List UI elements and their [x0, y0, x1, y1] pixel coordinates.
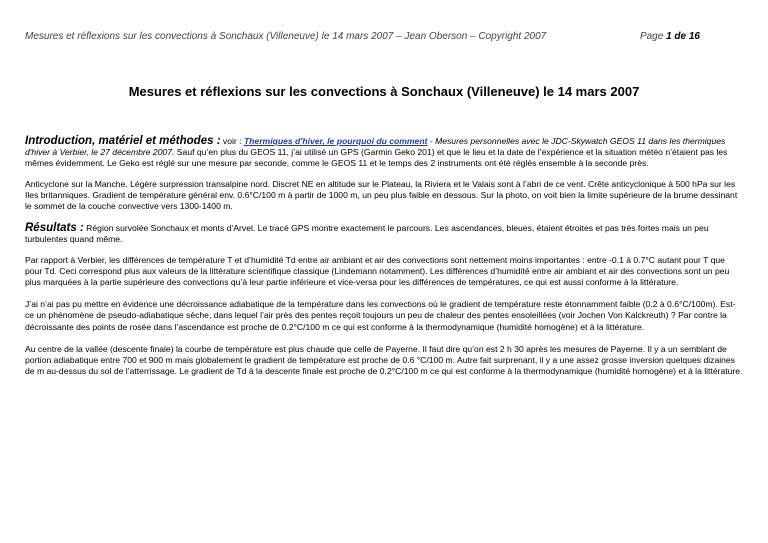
intro-paragraph [25, 136, 743, 170]
document-title: Mesures et réflexions sur les convections à Sonchaux (Villeneuve) le 14 mars 2007 [128, 84, 640, 99]
vallee-paragraph: Au centre de la vallée (descente finale) la courbe de température est plus chaude que celle de Payerne. Il faut dire qu’on est 2 h 30 après les mesures de Payerne. Il y a un semblant de portion adiabatique entre 700 et 900 m mais globalement le gradient de température est proche de 0.6 °C/100 m. Autre fait surprenant, il y a une assez grosse inversion quelques dizaines de m au-dessus du sol de l’atterrissage. Le gradient de Td à la descente finale est proche de 0.2°C/100 m ce qui est conforme à la thermodynamique (humidité homogène) et à la littérature. [25, 343, 743, 377]
intro-text: Sauf qu’en plus du GEOS 11, j’ai utilisé un GPS (Garmin Geko 201) et que le lieu et la date de l’expérience et la situation météo n’étaient pas les mêmes évidemment. Le Geko est réglé sur une mesure par seconde, comme le GEOS 11 et le temps des 2 instruments ont été réglés ensemble à la seconde près. [25, 147, 728, 169]
page-of: de [674, 31, 687, 42]
thermiques-hiver-link[interactable]: Thermiques d'hiver, le pourquoi du comment [243, 136, 428, 146]
intro-voir: voir : [220, 136, 244, 146]
page-header [25, 31, 700, 45]
header-text: Mesures et réflexions sur les convections à Sonchaux (Villeneuve) le 14 mars 2007 – Jean Oberson – Copyright 2007 [25, 31, 547, 42]
intro-heading: Introduction, matériel et méthodes : [25, 135, 221, 147]
adiabatique-paragraph: J’ai n’ai pas pu mettre en évidence une décroissance adiabatique de la température dans les convections où le gradient de température reste étonnamment faible (0.2 à 0.6°C/100m). Est-ce un phénomène de pseudo-adiabatique sèche, dans lequel l’air près des pentes reçoit toujours un peu de chaleur des pentes ensoleillées (voir Jochen Von Kalckreuth) ? Par contre la décroissante des points de rosée dans l’ascendance est proche de 0.2°C/100 m ce qui est conforme à la thermodynamique (humidité homogène) et à la littérature. [25, 299, 736, 332]
meteo-paragraph: Anticyclone sur la Manche. Légère surpression transalpine nord. Discret NE en altitude sur le Plateau, la Riviera et le Valais sont à l’abri de ce vent. Crête anticyclonique à 500 hPa sur les Iles britanniques. Gradient de température général env. 0.6°C/100 m à partir de 1000 m, un peu plus faible en dessous. Sur la photo, on voit bien la limite supérieure de la brume dessinant le sommet de la couche convective vers 1300-1400 m. [25, 178, 738, 212]
page-word: Page [639, 31, 664, 42]
intro-italic: - Mesures personnelles avec le JDC-Skywatch GEOS 11 dans les thermiques d'hiver à Verbier, le 27 décembre 2007. [25, 136, 726, 158]
resultats-text: Région survolée Sonchaux et monts d’Arvel. Le tracé GPS montre exactement le parcours. Les ascendances, bleues, étaient étroites et pas très fortes mais un peu turbulentes quand même. [25, 223, 709, 245]
page-total: 16 [688, 31, 700, 42]
page-number [640, 31, 700, 42]
document-body [25, 136, 743, 388]
page-current: 1 [666, 31, 672, 42]
resultats-paragraph [25, 223, 743, 245]
resultats-heading: Résultats : [25, 222, 84, 235]
verbier-paragraph: Par rapport à Verbier, les différences de température T et d’humidité Td entre air ambiant et air des convections sont nettement moins importantes : entre -0.1 à 0.7°C autant pour T que pour Td. Ceci correspond plus aux valeurs de la littérature scientifique classique (Lindemann notamment). Les différences d’humidité entre air ambiant et air des convections sont un peu plus marquées à la partie supérieure des convections qu’à leur partie inférieure et vice-versa pour les différences de températures, ce qui est aussi conforme à la littérature. [25, 254, 730, 288]
